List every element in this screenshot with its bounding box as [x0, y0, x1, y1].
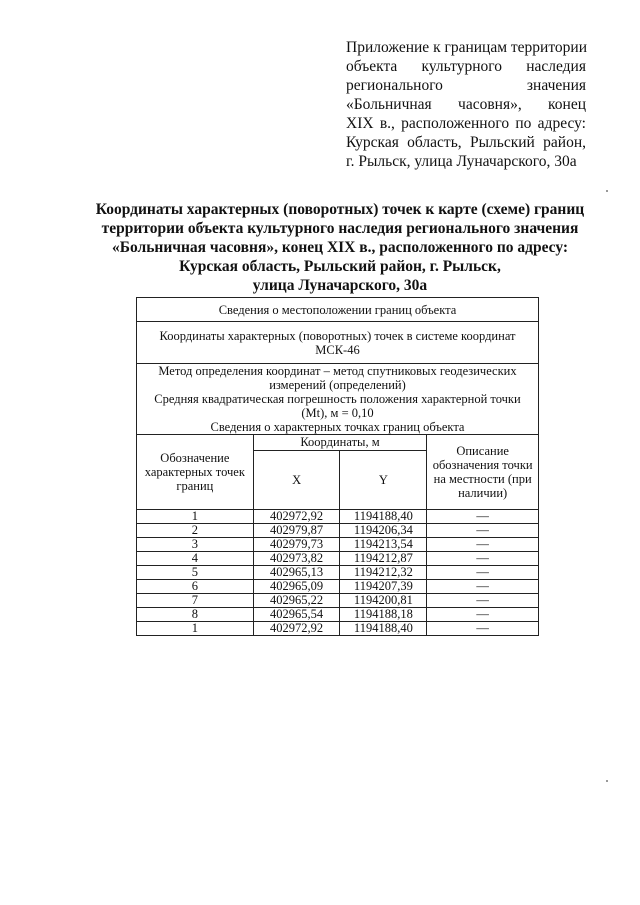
cell-description: — [427, 552, 539, 566]
cell-x: 402965,09 [253, 580, 340, 594]
scan-mark [606, 780, 608, 782]
cell-y: 1194200,81 [340, 594, 427, 608]
cell-x: 402972,92 [253, 622, 340, 636]
cell-x: 402965,13 [253, 566, 340, 580]
cell-x: 402972,92 [253, 510, 340, 524]
cell-point: 1 [137, 510, 254, 524]
title-line: Координаты характерных (поворотных) точек к карте (схеме) границ [95, 201, 585, 218]
cell-description: — [427, 594, 539, 608]
document-title [90, 200, 590, 295]
title-line: улица Луначарского, 30а [252, 277, 428, 294]
cell-y: 1194212,87 [340, 552, 427, 566]
cell-y: 1194212,32 [340, 566, 427, 580]
header-point: Обозначение характерных точек границ [137, 435, 254, 510]
table-row [137, 566, 539, 580]
cell-point: 5 [137, 566, 254, 580]
cell-point: 8 [137, 608, 254, 622]
cell-y: 1194188,40 [340, 622, 427, 636]
appendix-note [346, 38, 586, 171]
cell-y: 1194213,54 [340, 538, 427, 552]
cell-y: 1194207,39 [340, 580, 427, 594]
cell-x: 402979,73 [253, 538, 340, 552]
cell-point: 4 [137, 552, 254, 566]
appendix-line: Приложение к границам территории [346, 39, 588, 56]
cell-description: — [427, 608, 539, 622]
method-line: Средняя квадратическая погрешность положения характерной точки [154, 392, 521, 406]
cell-description: — [427, 580, 539, 594]
scan-mark [606, 190, 608, 192]
section-method [137, 364, 539, 435]
table-row [137, 622, 539, 636]
cell-description: — [427, 538, 539, 552]
method-line: Сведения о характерных точках границ объекта [210, 420, 465, 434]
appendix-line: регионального значения [346, 77, 586, 94]
cell-x: 402965,54 [253, 608, 340, 622]
table-row [137, 594, 539, 608]
cell-x: 402973,82 [253, 552, 340, 566]
cell-point: 7 [137, 594, 254, 608]
header-y: Y [340, 450, 427, 509]
table-row [137, 538, 539, 552]
cell-x: 402965,22 [253, 594, 340, 608]
appendix-line: объекта культурного наследия [346, 58, 586, 75]
header-description: Описание обозначения точки на местности (при наличии) [427, 435, 539, 510]
section-location: Сведения о местоположении границ объекта [137, 298, 539, 322]
appendix-line: г. Рыльск, улица Луначарского, 30а [346, 153, 577, 170]
method-line: Метод определения координат – метод спутниковых геодезических [158, 364, 517, 378]
cell-description: — [427, 566, 539, 580]
appendix-line: Курская область, Рыльский район, [346, 134, 586, 151]
header-coordinates: Координаты, м [253, 435, 427, 451]
appendix-line: XIX в., расположенного по адресу: [346, 115, 586, 132]
table-row [137, 524, 539, 538]
cell-point: 3 [137, 538, 254, 552]
cell-description: — [427, 622, 539, 636]
coordinates-table [136, 297, 539, 636]
cell-point: 2 [137, 524, 254, 538]
cell-point: 1 [137, 622, 254, 636]
table-row [137, 608, 539, 622]
cell-description: — [427, 510, 539, 524]
title-line: Курская область, Рыльский район, г. Рыльск, [179, 258, 501, 275]
cell-y: 1194188,40 [340, 510, 427, 524]
cell-x: 402979,87 [253, 524, 340, 538]
section-coordinate-system: Координаты характерных (поворотных) точек в системе координат МСК-46 [137, 322, 539, 364]
table-row [137, 510, 539, 524]
method-line: (Mt), м = 0,10 [301, 406, 374, 420]
method-line: измерений (определений) [269, 378, 406, 392]
header-x: X [253, 450, 340, 509]
cell-point: 6 [137, 580, 254, 594]
title-line: «Больничная часовня», конец XIX в., расположенного по адресу: [111, 239, 569, 256]
cell-description: — [427, 524, 539, 538]
table-row [137, 552, 539, 566]
cell-y: 1194206,34 [340, 524, 427, 538]
title-line: территории объекта культурного наследия регионального значения [101, 220, 579, 237]
table-row [137, 580, 539, 594]
appendix-line: «Больничная часовня», конец [346, 96, 586, 113]
cell-y: 1194188,18 [340, 608, 427, 622]
